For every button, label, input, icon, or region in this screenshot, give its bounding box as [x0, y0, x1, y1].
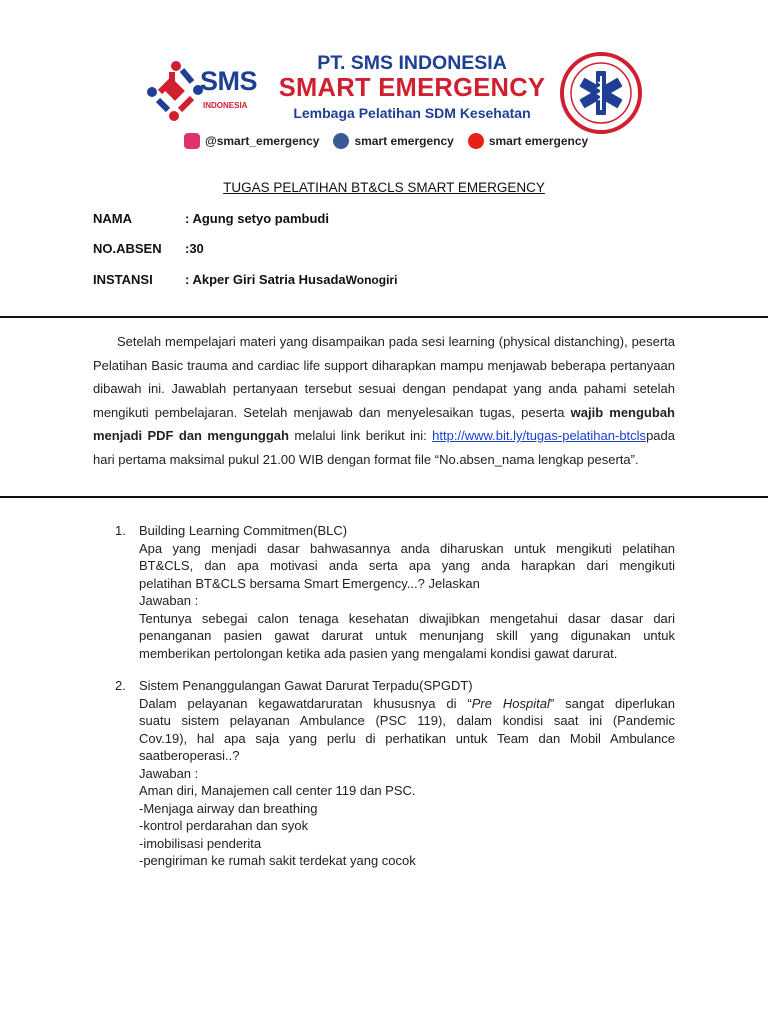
answer-label: Jawaban : — [139, 765, 199, 781]
question-number: 2. — [115, 678, 126, 693]
question-line: Apa yang menjadi dasar bahwasannya anda diharuskan untuk mengikuti pelatihan — [139, 540, 675, 556]
social-facebook[interactable] — [333, 133, 453, 149]
answer-line: -imobilisasi penderita — [139, 835, 262, 851]
field-value: :30 — [185, 241, 204, 256]
answer-line: penanganan pasien gawat darurat untuk menunjang skill yang digunakan untuk — [139, 628, 675, 643]
company-name: PT. SMS INDONESIA — [317, 52, 507, 74]
intro-text-2: melalui link berikut ini: — [288, 428, 427, 443]
field-label: NO.ABSEN — [93, 241, 162, 256]
divider-top — [0, 316, 768, 318]
intro-bold-text: wajib mengubah menjadi PDF dan mengunggah — [93, 404, 675, 443]
question-2 — [115, 677, 675, 870]
question-line: suatu sistem pelayanan Ambulance (PSC 119), dalam kondisi saat ini (Pandemic — [139, 713, 675, 728]
question-italic-text: Pre Hospital — [471, 695, 550, 711]
answer-line: -kontrol perdarahan dan syok — [139, 818, 309, 833]
intro-text-1: Setelah mempelajari materi yang disampaikan pada sesi learning (physical distanching), peserta Pelatihan Basic trauma and cardiac life support diharapkan mampu menjawab beberapa pertanyaan dibawah ini. Jawablah pertanyaan tersebut sesuai dengan pendapat yang anda pahami setelah mengikuti pembelajaran. Setelah menjawab dan menyelesaikan tugas, peserta — [93, 334, 675, 420]
field-label: INSTANSI — [93, 272, 153, 287]
social-youtube[interactable] — [468, 133, 588, 149]
logo-text: SMS — [200, 66, 258, 96]
answer-line: -pengiriman ke rumah sakit terdekat yang cocok — [139, 853, 416, 868]
youtube-handle: smart emergency — [488, 134, 589, 148]
question-line: Cov.19), hal apa saja yang perlu di perhatikan untuk Team dan Mobil Ambulance — [139, 730, 675, 746]
answer-line: -Menjaga airway dan breathing — [139, 800, 318, 816]
question-title: Sistem Penanggulangan Gawat Darurat Terpadu(SPGDT) — [139, 678, 473, 693]
intro-paragraph — [93, 330, 675, 471]
answer-label: Jawaban : — [139, 593, 199, 608]
facebook-icon — [333, 133, 349, 149]
question-line — [139, 695, 675, 713]
question-line: pelatihan BT&CLS bersama Smart Emergency...? Jelaskan — [139, 575, 480, 591]
youtube-icon — [468, 133, 484, 149]
field-value: : Akper Giri Satria Husada — [185, 272, 346, 287]
question-line: BT&CLS, dan apa motivasi anda serta apa yang anda harapkan dari mengikuti — [139, 558, 675, 573]
submission-link[interactable]: http://www.bit.ly/tugas-pelatihan-btcls — [432, 428, 647, 443]
divider-bottom — [0, 496, 768, 498]
field-label: NAMA — [93, 211, 132, 226]
field-instansi — [93, 272, 397, 287]
question-text: Dalam pelayanan kegawatdaruratan khususnya di “ — [139, 695, 472, 711]
field-nama — [93, 211, 329, 226]
question-title: Building Learning Commitmen(BLC) — [139, 523, 348, 538]
instagram-handle: @smart_emergency — [205, 134, 320, 148]
field-no-absen — [93, 241, 204, 256]
question-line: saatberoperasi..? — [139, 748, 240, 763]
social-links — [184, 133, 602, 149]
logo-subtext: INDONESIA — [203, 101, 248, 110]
question-number: 1. — [115, 523, 126, 538]
document-title: TUGAS PELATIHAN BT&CLS SMART EMERGENCY — [223, 180, 545, 195]
social-instagram[interactable] — [184, 133, 319, 149]
field-value-suffix: Wonogiri — [345, 273, 398, 287]
intro-text-3: pada hari pertama maksimal pukul 21.00 WIB dengan format file “No.absen_nama lengkap peserta”. — [93, 428, 675, 467]
answer-line: memberikan pertolongan ketika ada pasien yang mengalami kondisi gawat darurat. — [139, 645, 618, 661]
field-value: : Agung setyo pambudi — [185, 211, 329, 226]
question-text: ” sangat diperlukan — [549, 695, 676, 711]
answer-line: Aman diri, Manajemen call center 119 dan PSC. — [139, 783, 416, 798]
instagram-icon — [184, 133, 200, 149]
brand-name: SMART EMERGENCY — [278, 74, 546, 102]
facebook-handle: smart emergency — [354, 134, 454, 148]
question-1 — [115, 522, 675, 662]
star-of-life-emblem-icon — [560, 52, 642, 134]
tagline: Lembaga Pelatihan SDM Kesehatan — [293, 105, 531, 121]
answer-line: Tentunya sebegai calon tenaga kesehatan diwajibkan mengetahui dasar dasar dari — [139, 610, 675, 626]
